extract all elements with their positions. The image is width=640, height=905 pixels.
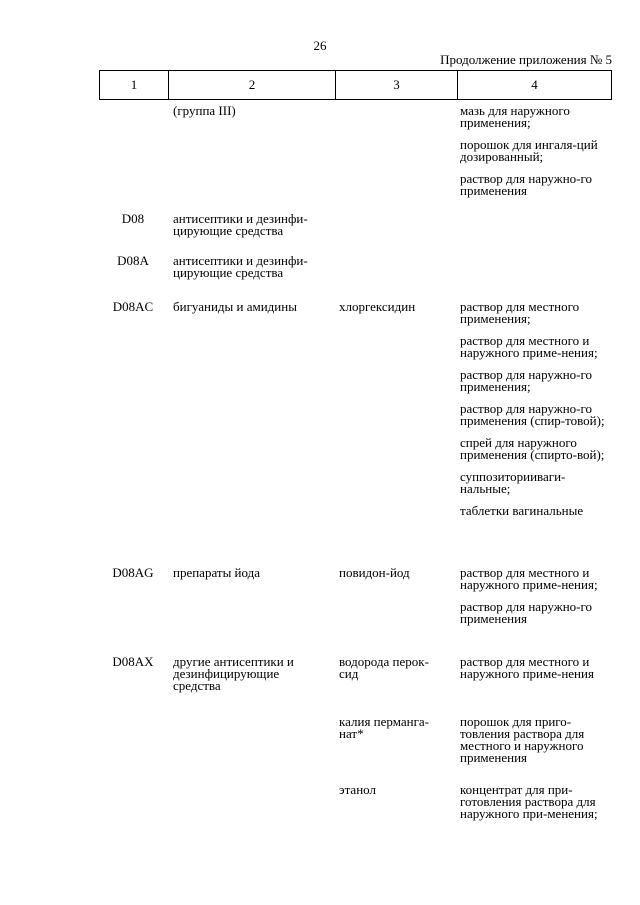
column-header-table — [99, 70, 612, 100]
dosage-form: спрей для наружного применения (спирто-вой); — [460, 435, 605, 462]
drug-name — [333, 213, 454, 255]
header-col-3: 3 — [336, 71, 458, 100]
table-row — [99, 101, 607, 213]
atc-code: D08AX — [112, 654, 154, 669]
atc-group — [167, 784, 333, 844]
continuation-label: Продолжение приложения № 5 — [440, 52, 612, 67]
dosage-form: порошок для приго-товления раствора для местного и наружного применения — [460, 714, 585, 765]
dosage-form: порошок для ингаля-ций дозированный; — [460, 137, 598, 164]
atc-group: бигуаниды и амидины — [173, 299, 297, 314]
table-row — [99, 301, 607, 567]
drug-name — [333, 255, 454, 301]
atc-code: D08AG — [112, 565, 154, 580]
table-row — [99, 656, 607, 716]
drug-name: этанол — [339, 782, 376, 797]
dosage-form: раствор для местного и наружного приме-нения; — [460, 565, 598, 592]
atc-code: D08 — [121, 211, 145, 226]
dosage-form: раствор для местного применения; — [460, 299, 580, 326]
table-body — [99, 101, 607, 844]
drug-name: водорода перок-сид — [339, 654, 429, 681]
table-row — [99, 213, 607, 255]
drug-name: калия перманга-нат* — [339, 714, 430, 741]
atc-group: антисептики и дезинфи-цирующие средства — [173, 253, 308, 280]
dosage-form: раствор для наружно-го применения — [460, 171, 593, 198]
drug-name: повидон-йод — [339, 565, 410, 580]
dosage-form: концентрат для при-готовления раствора для наружного при-менения; — [460, 782, 598, 821]
atc-code — [99, 105, 167, 213]
atc-code — [99, 784, 167, 844]
dosage-form: раствор для наружно-го применения — [460, 599, 593, 626]
atc-group — [167, 716, 333, 784]
atc-group: другие антисептики и дезинфицирующие средства — [173, 654, 294, 693]
atc-group: препараты йода — [173, 565, 261, 580]
table-row — [99, 784, 607, 844]
dosage-forms — [454, 301, 607, 567]
dosage-forms — [454, 255, 607, 301]
header-col-2: 2 — [169, 71, 336, 100]
dosage-form: суппозиторииваги-нальные; — [460, 469, 566, 496]
drug-name — [333, 105, 454, 213]
dosage-form: раствор для местного и наружного приме-нения — [460, 654, 594, 681]
atc-code: D08AC — [112, 299, 154, 314]
table-row — [99, 567, 607, 656]
atc-group: (группа III) — [173, 103, 236, 118]
table-row — [99, 716, 607, 784]
dosage-forms — [454, 213, 607, 255]
dosage-form: мазь для наружного применения; — [460, 103, 570, 130]
header-col-1: 1 — [100, 71, 169, 100]
header-row — [100, 71, 612, 100]
dosage-form: раствор для наружно-го применения; — [460, 367, 593, 394]
dosage-forms — [454, 784, 607, 844]
atc-code: D08A — [117, 253, 149, 268]
table-row — [99, 255, 607, 301]
atc-group: антисептики и дезинфи-цирующие средства — [173, 211, 308, 238]
dosage-form: раствор для местного и наружного приме-нения; — [460, 333, 598, 360]
dosage-form: таблетки вагинальные — [460, 503, 584, 518]
drug-name: хлоргексидин — [339, 299, 416, 314]
dosage-forms — [454, 105, 607, 213]
dosage-forms — [454, 716, 607, 784]
header-col-4: 4 — [458, 71, 612, 100]
page-number: 26 — [313, 38, 327, 53]
dosage-form: раствор для наружно-го применения (спир-товой); — [460, 401, 605, 428]
dosage-forms — [454, 656, 607, 716]
atc-code — [99, 716, 167, 784]
dosage-forms — [454, 567, 607, 656]
